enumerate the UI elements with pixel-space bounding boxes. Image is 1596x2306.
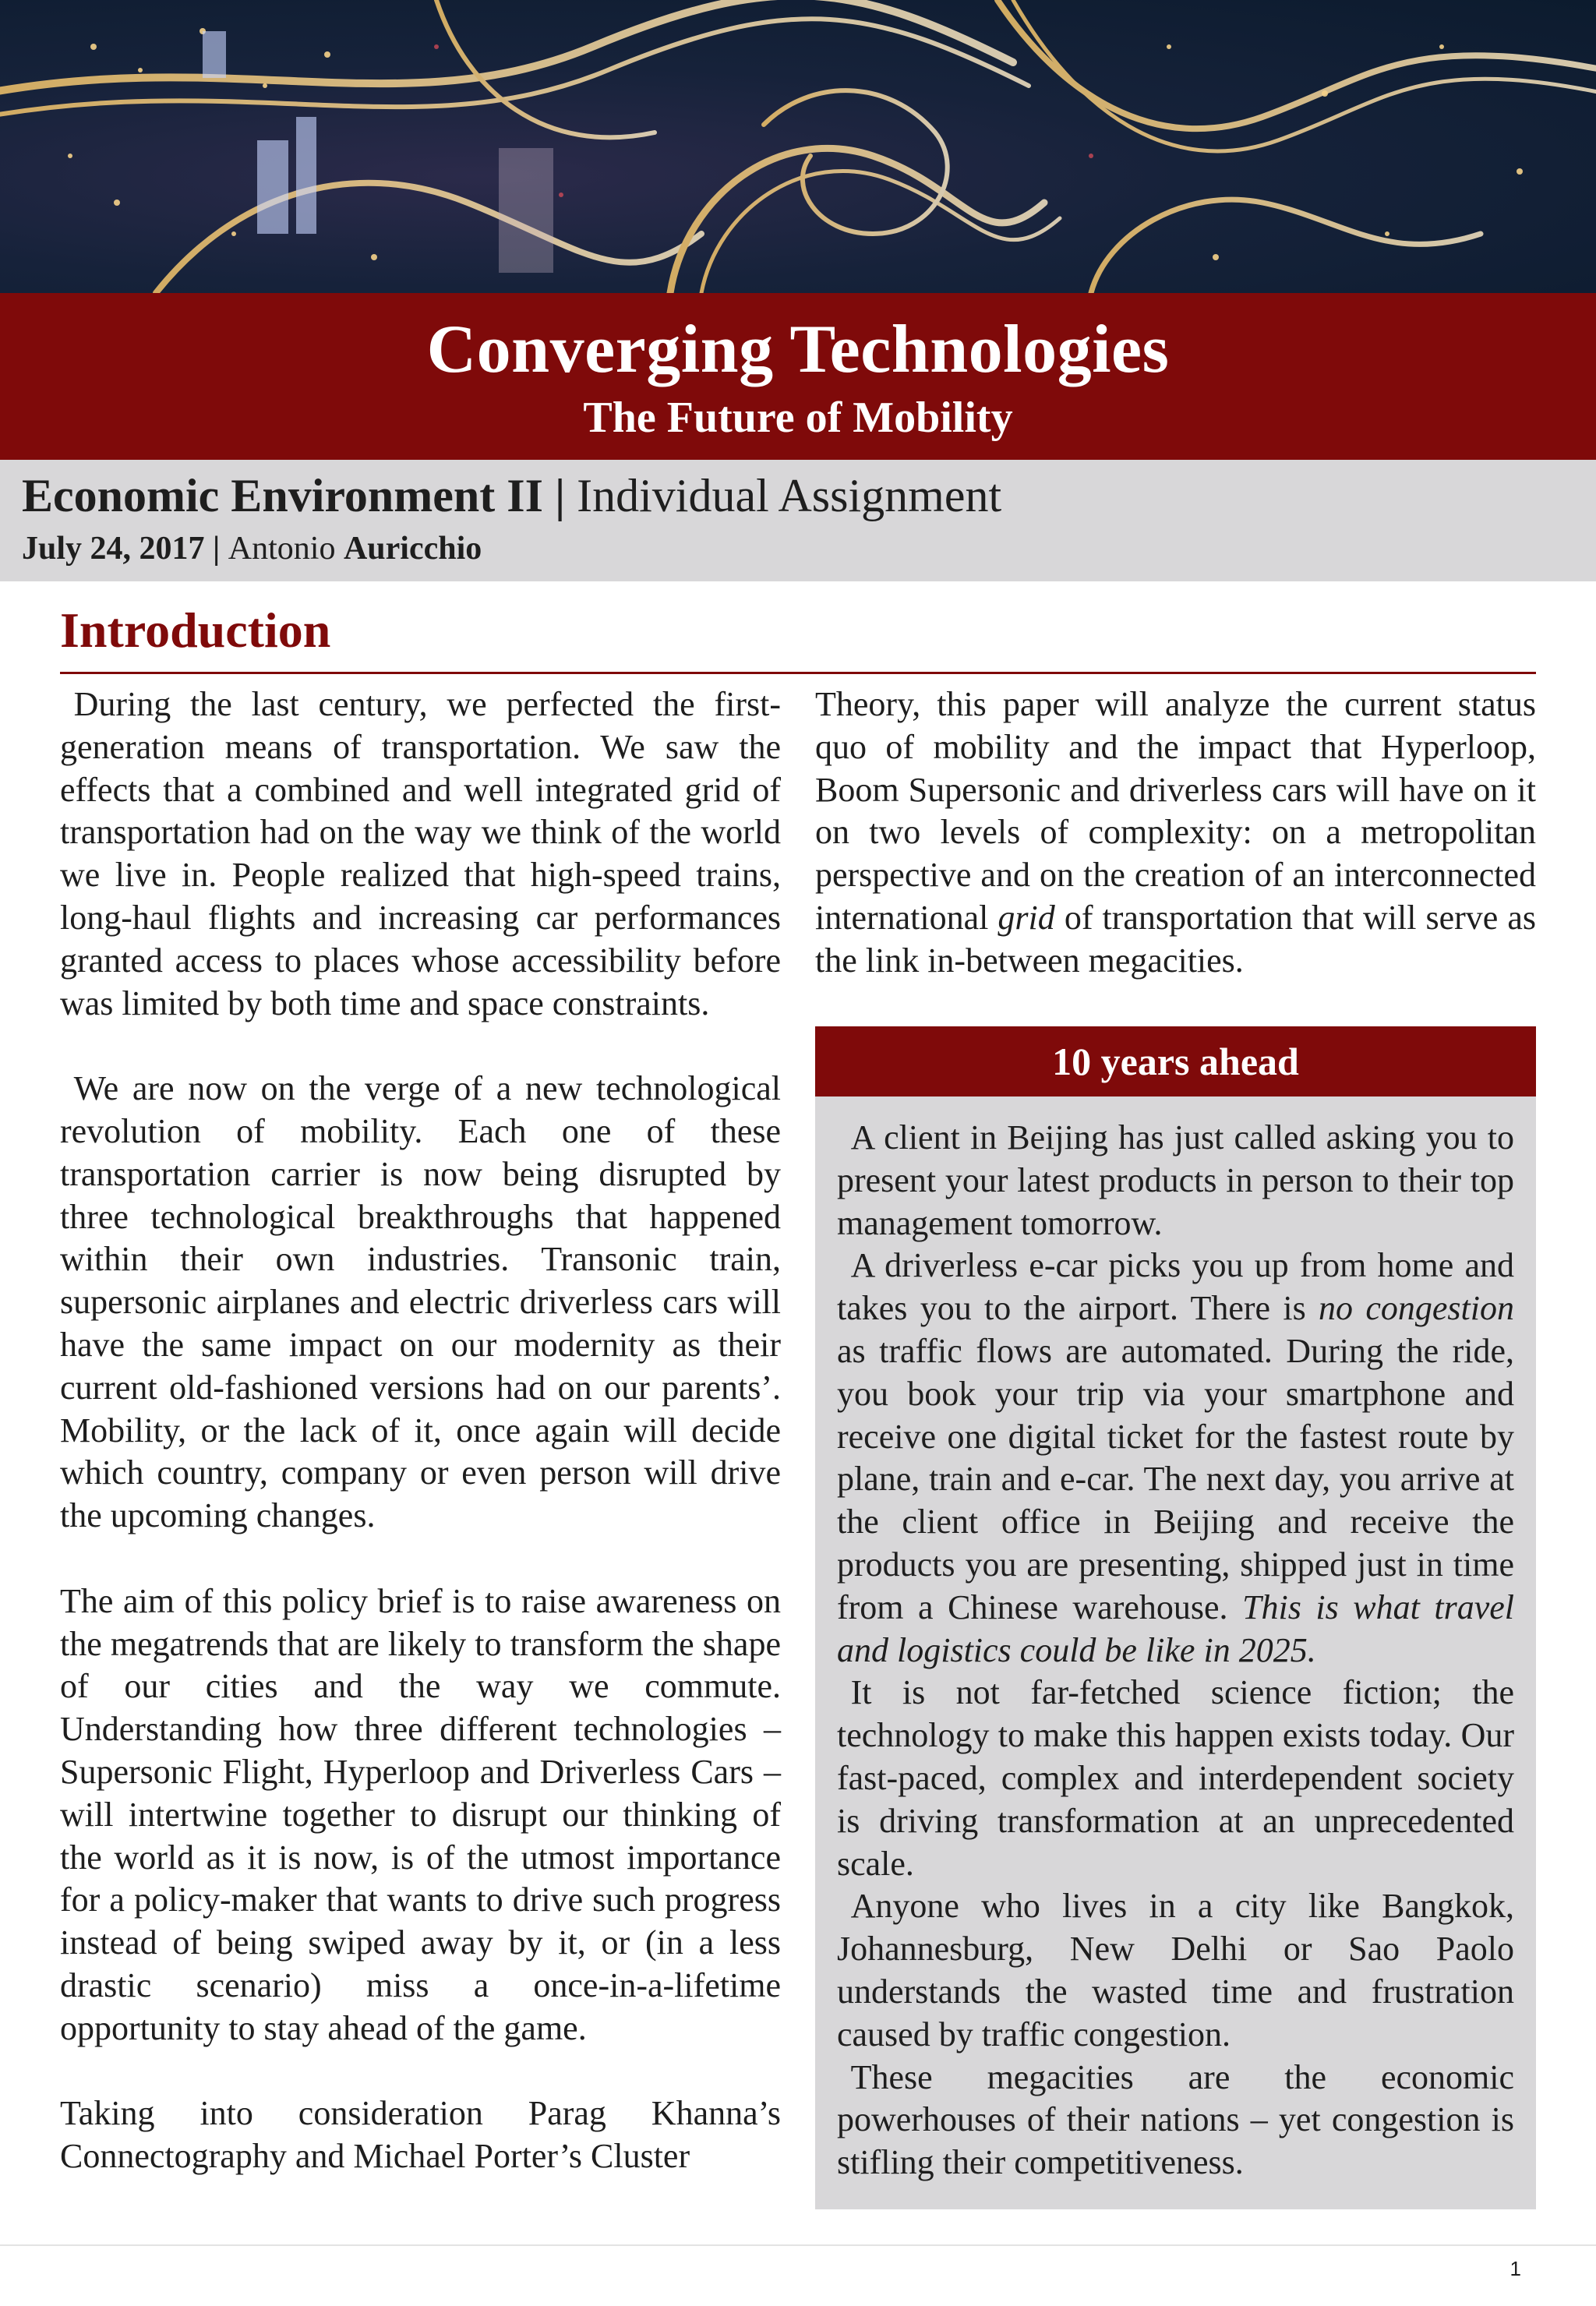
sidebar-p2-text-a: A driverless e-car picks you up from home and takes you to the airport. There is [837,1246,1514,1328]
sidebar-p2-emphasis-2: This is what travel and logistics could be like in 2025. [837,1587,1515,1669]
intro-continued-emphasis: grid [998,898,1055,937]
sidebar-p2-text-b: as traffic flows are automated. During the ride, you book your trip via your smartphone and receive one digital ticket for the fastest route by plane, train and e-car. The next day, you arrive at the client office in Beijing and receive the products you are presenting, shipped just in time from a Chinese warehouse. [837,1331,1514,1626]
sidebar-paragraph-3: It is not far-fetched science fiction; the technology to make this happen exists today. Our fast-paced, complex and interdependent society is driving transformation at an unprecedented scale. [837,1673,1514,1883]
sidebar-box [815,1096,1536,2209]
author-last-name: Auricchio [343,531,482,567]
section-heading-introduction: Introduction [60,602,331,658]
intro-paragraph-3: The aim of this policy brief is to raise awareness on the megatrends that are likely to transform the shape of our cities and the way we commute. Understanding how three different technologies – Supersonic Flight, Hyperloop and Driverless Cars – will intertwine together to disrupt our thinking of the world as it is now, is of the utmost importance for a policy-maker that wants to drive such progress instead of being swiped away by it, or (in a less drastic scenario) miss a once-in-a-lifetime opportunity to stay ahead of the game. [60,1581,781,2047]
sidebar-paragraph-2 [837,1245,1514,1672]
title-band [0,293,1596,460]
author-first-name: Antonio [228,531,336,567]
course-line [22,469,1001,523]
course-band [0,460,1596,581]
intro-paragraph-2: We are now on the verge of a new technological revolution of mobility. Each one of these transportation carrier is now being disrupted by three technological breakthroughs that happened within their own industries. Transonic train, supersonic airplanes and electric driverless cars will have the same impact on our modernity as their current old-fashioned versions had on our parents’. Mobility, or the lack of it, once again will decide which country, company or even person will drive the upcoming changes. [60,1069,781,1535]
author-line [22,530,482,567]
assignment-type: Individual Assignment [577,470,1002,521]
intro-paragraph-1: During the last century, we perfected the first-generation means of transportation. We saw the effects that a combined and well integrated grid of transportation had on the way we think of the world we live in. People realized that high-speed trains, long-haul flights and increasing car performances granted access to places whose accessibility before was limited by both time and space constraints. [60,685,781,1022]
footer-divider [0,2244,1596,2246]
document-title: Converging Technologies [426,312,1170,387]
hero-image [0,0,1596,293]
intro-paragraph-4-continued [815,683,1536,983]
sidebar-paragraph-1: A client in Beijing has just called asking you to present your latest products in person to their top management tomorrow. [837,1118,1514,1242]
author-separator: | [204,531,228,567]
sidebar-text [837,1117,1514,2184]
document-date: July 24, 2017 [22,531,205,567]
page-number: 1 [1509,2257,1521,2280]
document-subtitle: The Future of Mobility [583,394,1013,442]
sidebar-paragraph-4: Anyone who lives in a city like Bangkok, Johannesburg, New Delhi or Sao Paolo understands the wasted time and frustration caused by traffic congestion. [837,1887,1514,2054]
sidebar-paragraph-5: These megacities are the economic powerhouses of their nations – yet congestion is stifling their competitiveness. [837,2057,1514,2182]
right-text-column [815,683,1536,983]
intro-continued-text-b: of transportation that will serve as the link in-between megacities. [815,898,1537,980]
intro-paragraph-4: Taking into consideration Parag Khanna’s Connectography and Michael Porter’s Cluster [60,2094,781,2176]
course-separator: | [542,470,577,521]
course-name: Economic Environment II [22,470,543,521]
highway-interchange-illustration [0,0,1596,293]
sidebar-p2-emphasis-1: no congestion [1319,1289,1514,1328]
intro-continued-text-a: Theory, this paper will analyze the current status quo of mobility and the impact that Hyperloop, Boom Supersonic and driverless cars will have on it on two levels of complexity: on a metropolitan perspective and on the creation of an interconnected international [815,685,1536,937]
sidebar-heading: 10 years ahead [815,1026,1536,1096]
section-divider [60,672,1536,674]
left-text-column [60,683,781,2178]
